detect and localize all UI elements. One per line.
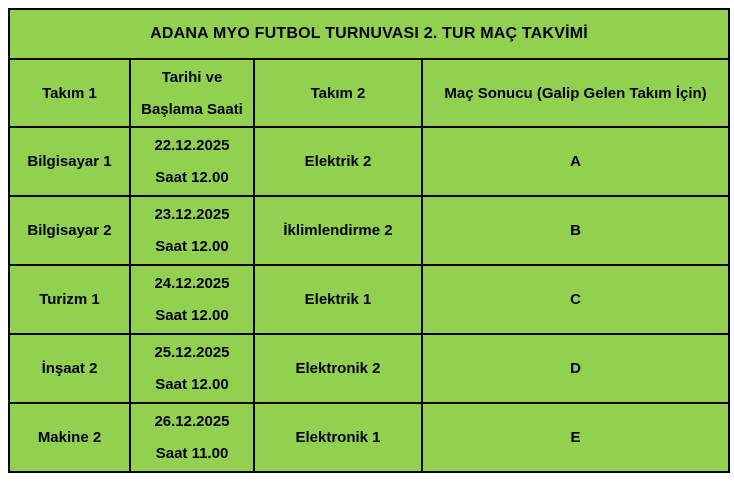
match-row-1 [9, 127, 729, 196]
title-row [9, 9, 729, 59]
col-header-datetime-stack [131, 60, 253, 126]
match-row-3 [9, 265, 729, 334]
col-header-team2: Takım 2 [254, 59, 422, 127]
match-time: Saat 11.00 [155, 445, 229, 462]
team1-cell: Bilgisayar 1 [9, 127, 130, 196]
datetime-cell [130, 334, 254, 403]
match-row-2 [9, 196, 729, 265]
header-row [9, 59, 729, 127]
team1-cell: İnşaat 2 [9, 334, 130, 403]
team2-cell: İklimlendirme 2 [254, 196, 422, 265]
match-time: Saat 12.00 [155, 238, 229, 255]
match-schedule-table [8, 8, 730, 473]
result-cell: A [422, 127, 729, 196]
col-header-datetime-line2: Başlama Saati [141, 100, 243, 118]
datetime-cell [130, 403, 254, 472]
match-date: 22.12.2025 [154, 137, 230, 154]
datetime-stack [131, 404, 253, 471]
match-date: 25.12.2025 [154, 344, 230, 361]
col-header-team1: Takım 1 [9, 59, 130, 127]
team2-cell: Elektronik 2 [254, 334, 422, 403]
datetime-cell [130, 127, 254, 196]
team2-cell: Elektrik 2 [254, 127, 422, 196]
col-header-datetime-line1: Tarihi ve [161, 68, 223, 86]
result-cell: D [422, 334, 729, 403]
datetime-stack [131, 128, 253, 195]
team2-cell: Elektrik 1 [254, 265, 422, 334]
match-date: 24.12.2025 [154, 275, 230, 292]
match-row-5 [9, 403, 729, 472]
match-row-4 [9, 334, 729, 403]
datetime-cell [130, 265, 254, 334]
team1-cell: Makine 2 [9, 403, 130, 472]
match-time: Saat 12.00 [155, 169, 229, 186]
result-cell: C [422, 265, 729, 334]
match-time: Saat 12.00 [155, 376, 229, 393]
datetime-stack [131, 266, 253, 333]
match-date: 26.12.2025 [154, 413, 230, 430]
team1-cell: Turizm 1 [9, 265, 130, 334]
datetime-cell [130, 196, 254, 265]
team2-cell: Elektronik 1 [254, 403, 422, 472]
result-cell: B [422, 196, 729, 265]
table-title: ADANA MYO FUTBOL TURNUVASI 2. TUR MAÇ TAKVİMİ [9, 9, 729, 59]
col-header-result: Maç Sonucu (Galip Gelen Takım İçin) [422, 59, 729, 127]
result-cell: E [422, 403, 729, 472]
match-date: 23.12.2025 [154, 206, 230, 223]
datetime-stack [131, 197, 253, 264]
match-time: Saat 12.00 [155, 307, 229, 324]
team1-cell: Bilgisayar 2 [9, 196, 130, 265]
col-header-datetime [130, 59, 254, 127]
datetime-stack [131, 335, 253, 402]
